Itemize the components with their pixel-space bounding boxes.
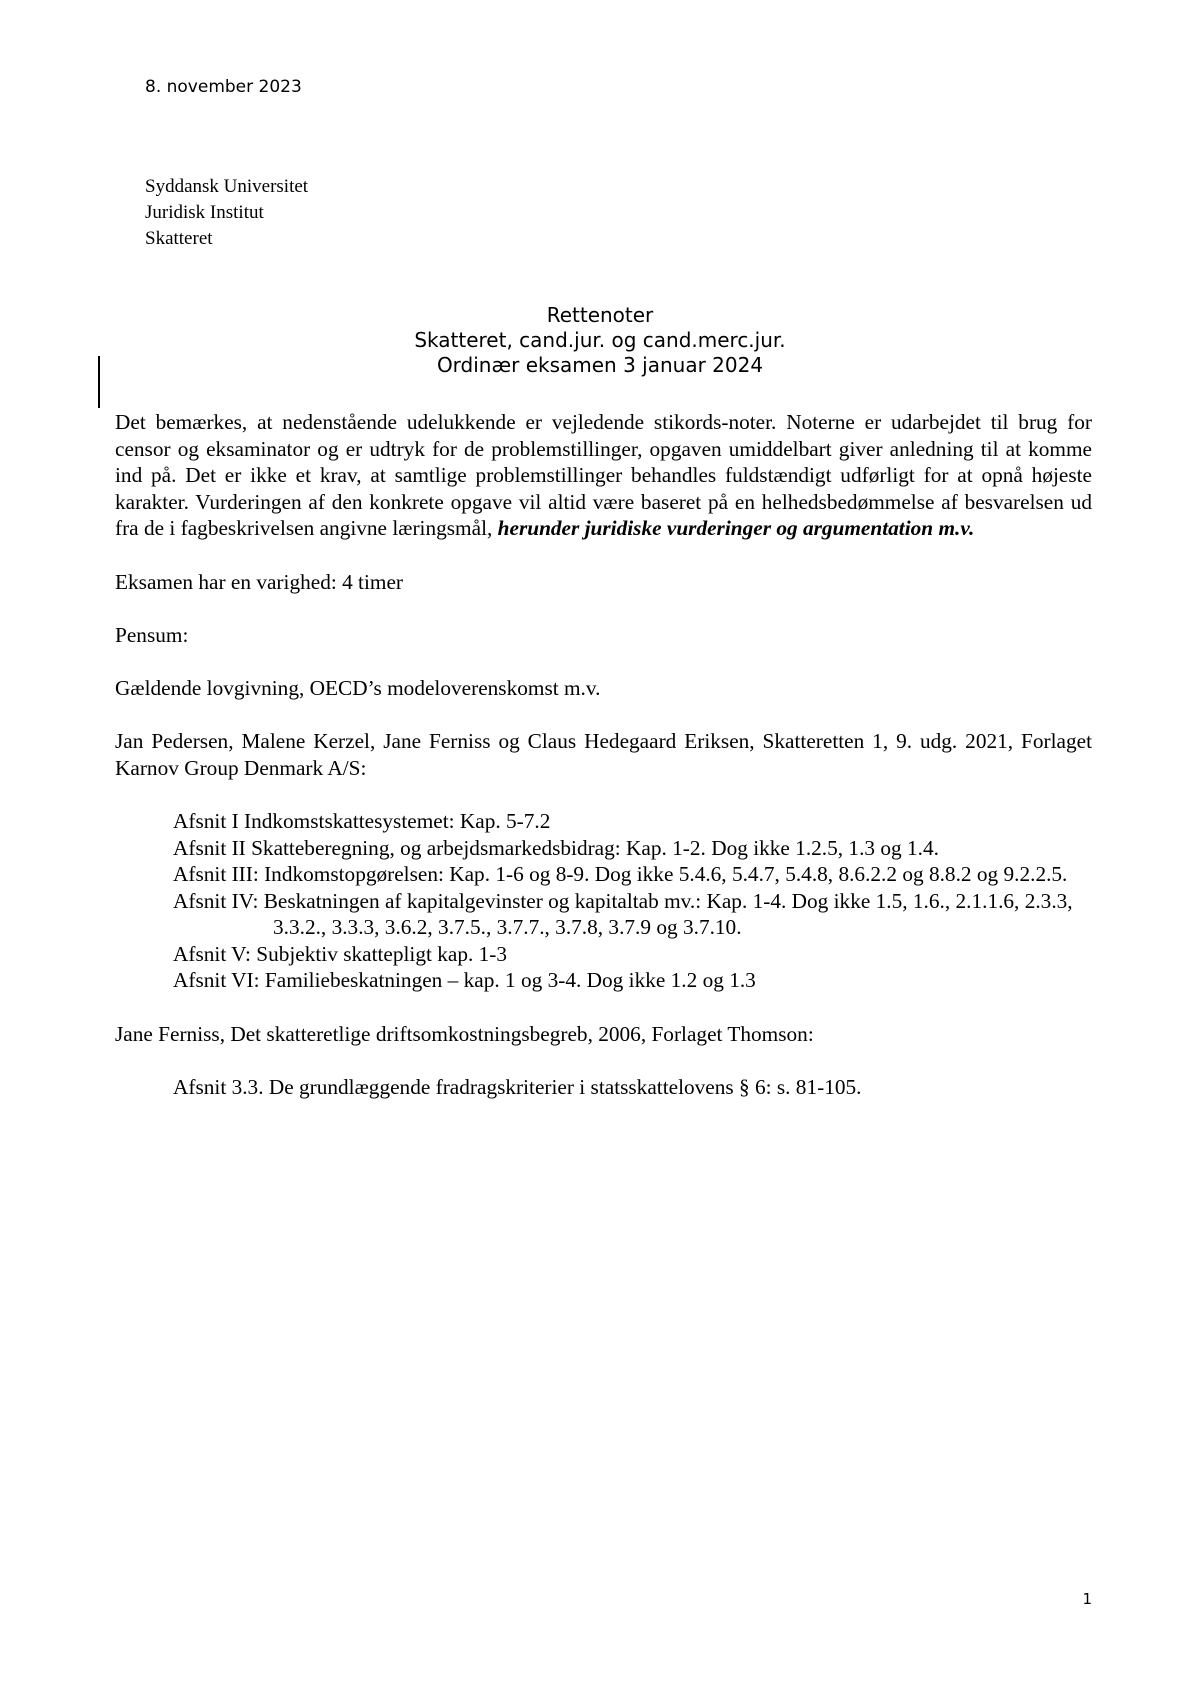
exam-duration: Eksamen har en varighed: 4 timer [115, 569, 403, 594]
list-item: Afsnit VI: Familiebeskatningen – kap. 1 og 3-4. Dog ikke 1.2 og 1.3 [173, 968, 756, 993]
book-1-section-list [115, 808, 1092, 994]
list-item: Afsnit I Indkomstskattesystemet: Kap. 5-7.2 [173, 808, 551, 833]
title-line-3: Ordinær eksamen 3 januar 2024 [436, 353, 764, 377]
title-line-2: Skatteret, cand.jur. og cand.merc.jur. [414, 328, 786, 352]
list-item: Afsnit V: Subjektiv skattepligt kap. 1-3 [173, 941, 508, 966]
intro-text: Det bemærkes, at nedenstående udelukkende er vejledende stikords-noter. Noterne er udarbejdet til brug for censor og eksaminator og er udtryk for de problemstillinger, opgaven umiddelbart giver anledning til at komme ind på. Det er ikke et krav, at samtlige problemstillinger behandles fuldstændigt udførligt for at opnå højeste karakter. Vurderingen af den konkrete opgave vil altid være baseret på en helhedsbedømmelse af besvarelsen ud fra de i fagbeskrivelsen angivne læringsmål, [115, 410, 1092, 541]
book-2-citation: Jane Ferniss, Det skatteretlige driftsomkostningsbegreb, 2006, Forlaget Thomson: [115, 1021, 814, 1046]
address-line-department: Skatteret [145, 228, 213, 249]
pensum-label: Pensum: [115, 622, 189, 647]
document-title [0, 303, 1200, 378]
intro-paragraph [115, 409, 1092, 542]
list-item: Afsnit IV: Beskatningen af kapitalgevinster og kapitaltab mv.: Kap. 1-4. Dog ikke 1.5, 1.6., 2.1.1.6, 2.3.3, 3.3.2., 3.3.3, 3.6.2, 3.7.5., 3.7.7., 3.7.8, 3.7.9 og 3.7.10. [173, 888, 1073, 940]
book-2-section: Afsnit 3.3. De grundlæggende fradragskriterier i statsskattelovens § 6: s. 81-105. [173, 1074, 862, 1099]
title-line-1: Rettenoter [546, 303, 654, 327]
list-item: Afsnit III: Indkomstopgørelsen: Kap. 1-6 og 8-9. Dog ikke 5.4.6, 5.4.7, 5.4.8, 8.6.2.2 og 8.8.2 og 9.2.2.5. [173, 862, 1068, 887]
address-line-university: Syddansk Universitet [145, 176, 309, 197]
document-date: 8. november 2023 [145, 77, 302, 97]
book-1-citation: Jan Pedersen, Malene Kerzel, Jane Ferniss og Claus Hedegaard Eriksen, Skatteretten 1, 9. udg. 2021, Forlaget Karnov Group Denmark A/S: [115, 729, 1092, 780]
legislation-line: Gældende lovgivning, OECD’s modeloverenskomst m.v. [115, 675, 601, 700]
list-item: Afsnit II Skatteberegning, og arbejdsmarkedsbidrag: Kap. 1-2. Dog ikke 1.2.5, 1.3 og 1.4. [173, 835, 939, 860]
address-line-institute: Juridisk Institut [145, 202, 264, 223]
intro-emphasis: herunder juridiske vurderinger og argumentation m.v. [497, 516, 975, 541]
address-block [145, 174, 308, 252]
page-number: 1 [1082, 1590, 1092, 1608]
document-body [115, 409, 1092, 1127]
